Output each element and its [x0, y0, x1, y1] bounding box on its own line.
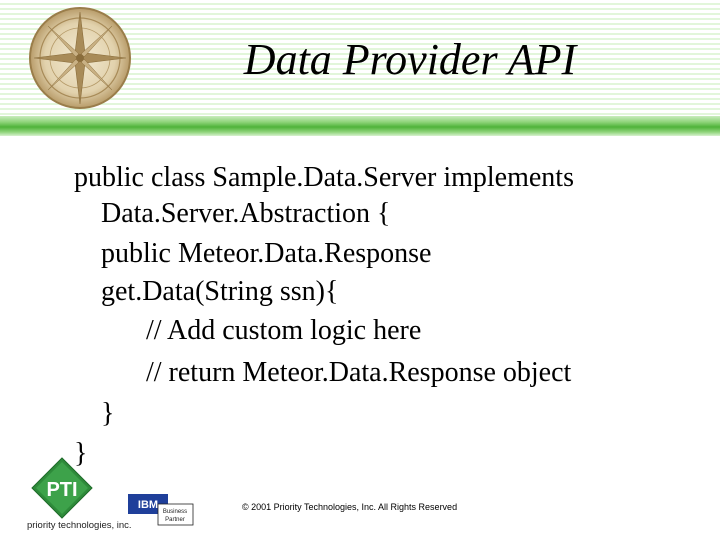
- ibm-logo-text: IBM: [137, 499, 159, 511]
- ibm-partner-line2: Partner: [165, 517, 185, 523]
- code-line: }: [101, 398, 115, 429]
- copyright-notice: © 2001 Priority Technologies, Inc. All Rights Reserved: [242, 502, 458, 512]
- pti-company-text: priority technologies, inc.: [27, 520, 132, 531]
- code-line: // Add custom logic here: [146, 315, 422, 346]
- header-divider-bar: [0, 116, 720, 136]
- code-line: get.Data(String ssn){: [101, 276, 339, 307]
- code-line: }: [74, 438, 88, 469]
- pti-logo: [26, 456, 132, 534]
- code-line: public class Sample.Data.Server implements: [74, 162, 574, 193]
- slide-title: Data Provider API: [243, 35, 577, 84]
- code-line: Data.Server.Abstraction {: [101, 198, 391, 229]
- pti-logo-text: PTI: [46, 479, 78, 501]
- code-line: public Meteor.Data.Response: [101, 238, 432, 269]
- ibm-business-partner-logo: [128, 494, 194, 526]
- ibm-partner-line1: Business: [162, 509, 188, 515]
- code-line: // return Meteor.Data.Response object: [146, 357, 572, 388]
- compass-rose-icon: [28, 6, 132, 110]
